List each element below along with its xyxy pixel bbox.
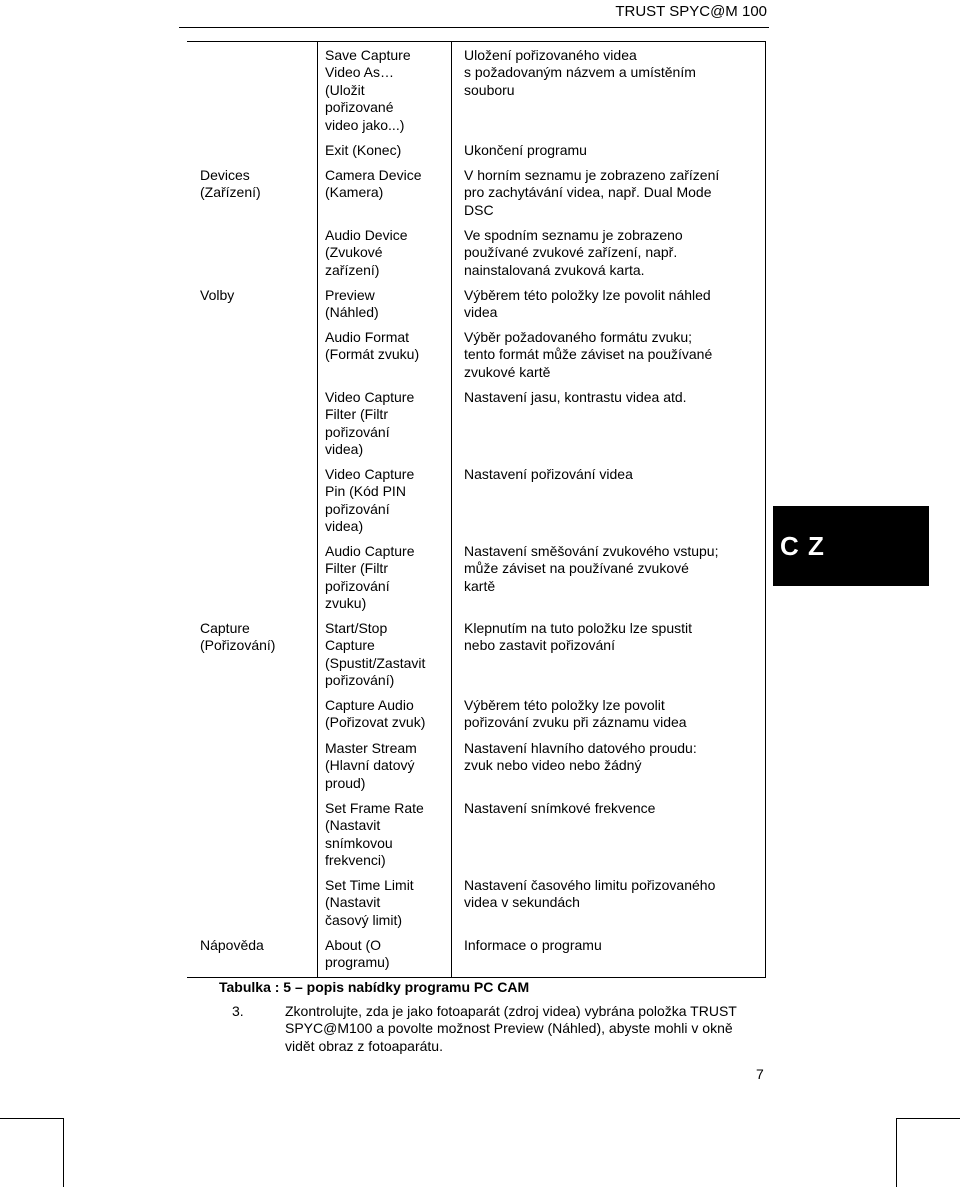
table-cell-item: About (O programu) (325, 937, 390, 971)
table-cell-item: Audio Device (Zvukové zařízení) (325, 227, 408, 278)
table-cell-item: Video Capture Pin (Kód PIN pořizování videa) (325, 466, 415, 535)
table-cell-item: Preview (Náhled) (325, 287, 379, 321)
table-cell-item: Video Capture Filter (Filtr pořizování videa) (325, 389, 415, 458)
table-cell-description: Nastavení směšování zvukového vstupu; může záviset na používané zvukové kartě (464, 543, 719, 594)
table-cell-item: Master Stream (Hlavní datový proud) (325, 740, 417, 791)
table-cell-item: Audio Format (Formát zvuku) (325, 329, 420, 363)
table-cell-item: Capture Audio (Pořizovat zvuk) (325, 697, 426, 731)
language-side-tab: C Z (773, 506, 929, 586)
table-cell-description: Nastavení časového limitu pořizovaného videa v sekundách (464, 877, 716, 911)
document-header-title: TRUST SPYC@M 100 (615, 3, 767, 20)
table-cell-description: Nastavení pořizování videa (464, 466, 633, 482)
page-number: 7 (756, 1066, 764, 1082)
crop-mark (896, 1118, 960, 1119)
table-cell-description: Nastavení snímkové frekvence (464, 800, 656, 816)
table-cell-description: Nastavení jasu, kontrastu videa atd. (464, 389, 687, 405)
table-cell-description: Ve spodním seznamu je zobrazeno používané zvukové zařízení, např. nainstalovaná zvuková karta. (464, 227, 683, 278)
table-cell-group: Nápověda (200, 937, 264, 953)
table-cell-description: Klepnutím na tuto položku lze spustit nebo zastavit pořizování (464, 620, 693, 654)
table-cell-group: Devices (Zařízení) (200, 167, 261, 201)
table-cell-item: Set Time Limit (Nastavit časový limit) (325, 877, 414, 928)
header-rule (179, 27, 769, 28)
table-cell-description: Výběr požadovaného formátu zvuku; tento formát může záviset na používané zvukové kartě (464, 329, 713, 380)
crop-mark (896, 1118, 897, 1187)
table-cell-item: Start/Stop Capture (Spustit/Zastavit pořizování) (325, 620, 426, 689)
table-cell-description: Informace o programu (464, 937, 602, 953)
table-cell-description: Uložení pořizovaného videa s požadovaným názvem a umístěním souboru (464, 47, 696, 98)
table-cell-description: Nastavení hlavního datového proudu: zvuk nebo video nebo žádný (464, 740, 697, 774)
table-cell-item: Audio Capture Filter (Filtr pořizování zvuku) (325, 543, 415, 612)
table-cell-item: Exit (Konec) (325, 142, 402, 158)
table-cell-description: Výběrem této položky lze povolit pořizování zvuku při záznamu videa (464, 697, 687, 731)
table-cell-item: Camera Device (Kamera) (325, 167, 422, 201)
step-number: 3. (232, 1003, 244, 1019)
table-cell-description: Výběrem této položky lze povolit náhled videa (464, 287, 711, 321)
table-caption: Tabulka : 5 – popis nabídky programu PC CAM (219, 979, 530, 995)
column-divider-2 (451, 42, 452, 977)
column-divider-1 (317, 42, 318, 977)
table-cell-group: Capture (Pořizování) (200, 620, 276, 654)
crop-mark (63, 1118, 64, 1187)
table-cell-group: Volby (200, 287, 235, 303)
step-text: Zkontrolujte, zda je jako fotoaparát (zdroj videa) vybrána položka TRUST SPYC@M100 a povolte možnost Preview (Náhled), abyste mohli v okně vidět obraz z fotoaparátu. (285, 1003, 737, 1054)
table-cell-description: V horním seznamu je zobrazeno zařízení pro zachytávání videa, např. Dual Mode DSC (464, 167, 720, 218)
crop-mark (0, 1118, 64, 1119)
table-cell-description: Ukončení programu (464, 142, 587, 158)
table-cell-item: Save Capture Video As… (Uložit pořizované video jako...) (325, 47, 411, 133)
table-cell-item: Set Frame Rate (Nastavit snímkovou frekvenci) (325, 800, 424, 869)
